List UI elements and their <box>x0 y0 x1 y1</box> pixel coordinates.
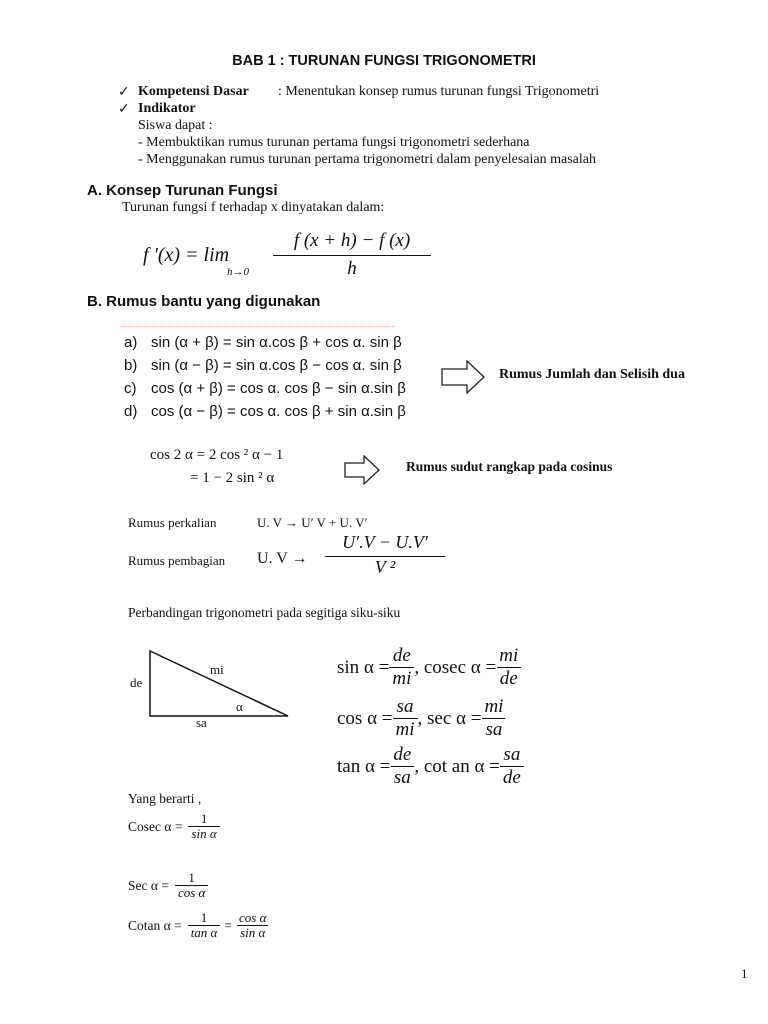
triangle-label-sa: sa <box>196 715 207 730</box>
fraction: $\frac{sa}{de}$ <box>500 745 524 789</box>
arrow-right-icon <box>441 360 485 394</box>
page-title: BAB 1 : TURUNAN FUNGSI TRIGONOMETRI <box>232 53 536 69</box>
fraction: $\frac{1}{\text{cos α}}$ <box>175 871 208 901</box>
rule-sum-cos: cos (α + β) = cos α. cos β − sin α.sin β <box>151 380 406 397</box>
fraction: $\frac{de}{sa}$ <box>390 745 414 789</box>
formula-lhs: , cosec α = <box>414 657 497 678</box>
indikator-item: - Menggunakan rumus turunan pertama trigonometri dalam penyelesaian masalah <box>138 152 596 167</box>
indikator-item: - Membuktikan rumus turunan pertama fungsi trigonometri sederhana <box>138 135 530 150</box>
tan-cotan-formula <box>337 742 637 792</box>
right-triangle-diagram <box>148 649 293 724</box>
double-angle-caption: Rumus sudut rangkap pada cosinus <box>406 459 613 474</box>
formula-lhs: Cosec α = <box>128 819 183 835</box>
fraction: $\frac{\text{cos α}}{\text{sin α}}$ <box>239 910 267 941</box>
rule-letter: a) <box>124 334 138 351</box>
rule-letter: c) <box>124 380 137 397</box>
double-angle-line2: = 1 − 2 sin ² α <box>190 470 275 486</box>
page-number: 1 <box>741 966 748 981</box>
triangle-label-mi: mi <box>210 662 224 677</box>
limit-subscript: h→0 <box>227 266 249 278</box>
rule-diff-cos: cos (α − β) = cos α. cos β + sin α.sin β <box>151 403 406 420</box>
formula-lhs: Sec α = <box>128 878 169 894</box>
fraction: $\frac{mi}{de}$ <box>496 646 521 690</box>
double-angle-line1: cos 2 α = 2 cos ² α − 1 <box>150 447 284 463</box>
divider <box>120 326 395 327</box>
pembagian-lhs: U. V → <box>257 550 308 567</box>
fraction: $\frac{1}{\text{sin α}}$ <box>188 812 219 842</box>
cosec-formula <box>128 812 220 842</box>
arrow-right-icon <box>344 455 380 485</box>
perbandingan-text: Perbandingan trigonometri pada segitiga siku-siku <box>128 605 401 620</box>
pembagian-numerator: U′.V − U.V′ <box>342 532 428 552</box>
section-a-text: Turunan fungsi f terhadap x dinyatakan dalam: <box>122 200 385 215</box>
checkmark-icon: ✓ <box>118 102 130 117</box>
fraction: $\frac{mi}{sa}$ <box>484 696 504 741</box>
kompetensi-label: Kompetensi Dasar <box>138 84 249 99</box>
indikator-intro: Siswa dapat : <box>138 118 213 133</box>
formula-lhs: , cot an α = <box>414 756 500 777</box>
checkmark-icon: ✓ <box>118 85 130 100</box>
sec-formula <box>128 871 208 901</box>
perkalian-label: Rumus perkalian <box>128 515 217 530</box>
indikator-label: Indikator <box>138 101 196 116</box>
formula-lhs: cos α = <box>337 708 393 729</box>
pembagian-denominator: V ² <box>374 557 396 577</box>
fraction: $\frac{1}{\text{tan α}}$ <box>188 911 221 941</box>
rule-diff-sin: sin (α − β) = sin α.cos β − cos α. sin β <box>151 357 402 374</box>
derivative-lhs: f '(x) = lim <box>143 244 230 266</box>
fraction-bar <box>273 255 431 256</box>
rule-letter: b) <box>124 357 138 374</box>
rule-letter: d) <box>124 403 138 420</box>
fraction: $\frac{sa}{mi}$ <box>393 697 418 741</box>
formula-lhs: , sec α = <box>417 708 482 729</box>
indikator-check <box>118 101 130 118</box>
yang-berarti-text: Yang berarti , <box>128 791 202 806</box>
fraction: $\frac{de}{mi}$ <box>389 646 414 690</box>
kompetensi-value: : Menentukan konsep rumus turunan fungsi Trigonometri <box>278 84 600 99</box>
equals-sign: = <box>224 918 232 934</box>
triangle-label-de: de <box>130 675 143 690</box>
formula-lhs: Cotan α = <box>128 918 182 934</box>
section-a-heading: A. Konsep Turunan Fungsi <box>87 182 278 199</box>
cotan-formula <box>128 911 269 941</box>
pembagian-label: Rumus pembagian <box>128 553 226 568</box>
triangle-label-alpha: α <box>236 699 243 714</box>
formula-lhs: tan α = <box>337 756 391 777</box>
perkalian-formula: U. V → U′ V + U. V′ <box>257 515 368 530</box>
cos-sec-formula <box>337 694 637 744</box>
kompetensi-row <box>118 84 130 101</box>
derivative-denominator: h <box>347 258 357 279</box>
rule-sum-sin: sin (α + β) = sin α.cos β + cos α. sin β <box>151 334 402 351</box>
rules-caption: Rumus Jumlah dan Selisih dua <box>499 367 685 382</box>
formula-lhs: sin α = <box>337 657 390 678</box>
section-b-heading: B. Rumus bantu yang digunakan <box>87 293 321 310</box>
sin-cosec-formula <box>337 643 637 693</box>
derivative-numerator: f (x + h) − f (x) <box>293 230 411 251</box>
